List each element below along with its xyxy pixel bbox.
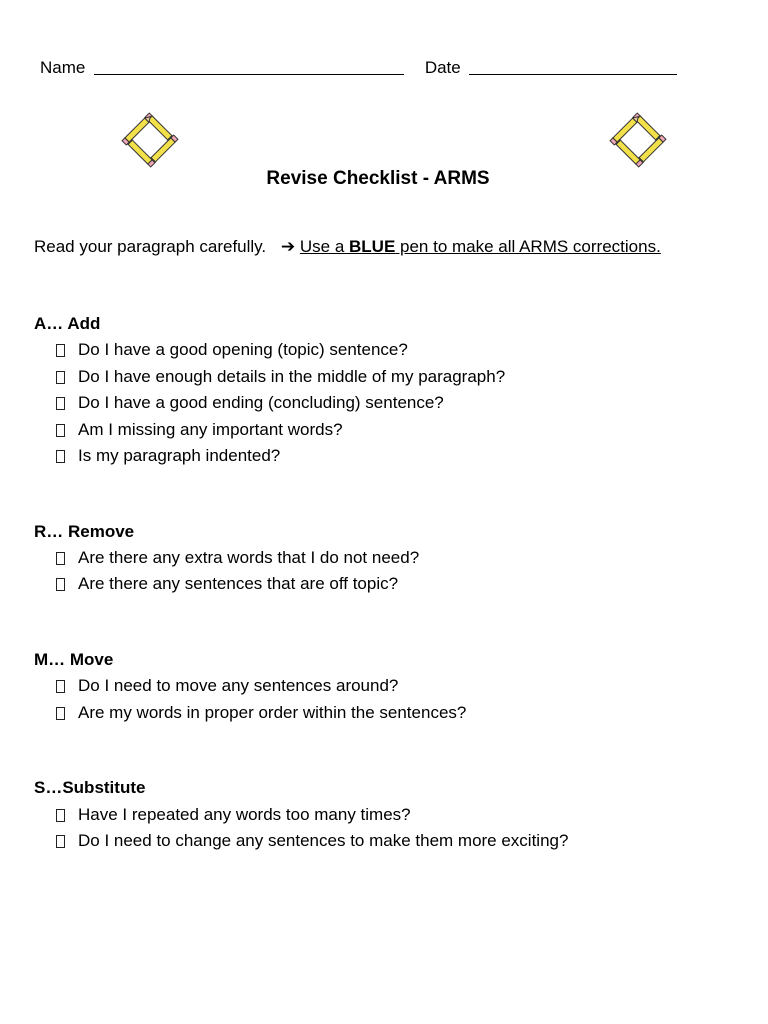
- checklist-item-text: Is my paragraph indented?: [78, 446, 281, 465]
- checklist-item[interactable]: [56, 574, 398, 594]
- date-label: Date: [424, 58, 461, 77]
- checkbox-icon[interactable]: [56, 371, 65, 384]
- checklist-item[interactable]: [56, 831, 568, 851]
- checkbox-icon[interactable]: [56, 680, 65, 693]
- checklist-item-text: Do I have enough details in the middle of my paragraph?: [78, 367, 506, 386]
- intro-text: Read your paragraph carefully.: [34, 237, 267, 256]
- checklist-item-text: Am I missing any important words?: [78, 420, 343, 439]
- header-line: [40, 58, 677, 78]
- pencil-diamond-icon: [121, 112, 179, 168]
- checklist-item[interactable]: [56, 703, 466, 723]
- checklist-item-text: Do I have a good ending (concluding) sentence?: [78, 393, 444, 412]
- checklist-item-text: Do I need to change any sentences to make them more exciting?: [78, 831, 569, 850]
- section-heading-move: M… Move: [34, 650, 114, 669]
- checklist-item-text: Do I have a good opening (topic) sentence?: [78, 340, 408, 359]
- checkbox-icon[interactable]: [56, 578, 65, 591]
- date-field[interactable]: [469, 58, 677, 75]
- checklist-item-text: Are there any extra words that I do not need?: [78, 548, 420, 567]
- pencil-diamond-icon: [609, 112, 667, 168]
- checklist-item[interactable]: [56, 393, 444, 413]
- checklist-item-text: Are there any sentences that are off topic?: [78, 574, 399, 593]
- checklist-item[interactable]: [56, 420, 343, 440]
- checklist-item[interactable]: [56, 548, 419, 568]
- checkbox-icon[interactable]: [56, 450, 65, 463]
- checklist-item-text: Do I need to move any sentences around?: [78, 676, 399, 695]
- checkbox-icon[interactable]: [56, 835, 65, 848]
- checkbox-icon[interactable]: [56, 424, 65, 437]
- instruction-suffix: pen to make all ARMS corrections.: [395, 237, 661, 256]
- section-heading-remove: R… Remove: [34, 522, 135, 541]
- page-title: Revise Checklist - ARMS: [266, 168, 490, 189]
- checklist-item[interactable]: [56, 676, 398, 696]
- instruction-bold: BLUE: [349, 237, 396, 256]
- checklist-item-text: Have I repeated any words too many times?: [78, 805, 411, 824]
- checklist-item[interactable]: [56, 367, 505, 387]
- section-heading-add: A… Add: [34, 314, 101, 333]
- intro-line: [34, 237, 661, 257]
- checklist-item[interactable]: [56, 340, 408, 360]
- intro-instruction: [300, 237, 661, 256]
- checkbox-icon[interactable]: [56, 809, 65, 822]
- checkbox-icon[interactable]: [56, 552, 65, 565]
- checkbox-icon[interactable]: [56, 707, 65, 720]
- section-heading-substitute: S…Substitute: [34, 778, 146, 797]
- checklist-item[interactable]: [56, 805, 411, 825]
- checkbox-icon[interactable]: [56, 344, 65, 357]
- checklist-item-text: Are my words in proper order within the sentences?: [78, 703, 467, 722]
- name-label: Name: [40, 58, 86, 77]
- name-field[interactable]: [94, 58, 404, 75]
- arrow-right-icon: ➔: [280, 237, 296, 256]
- instruction-prefix: Use a: [299, 237, 350, 256]
- checkbox-icon[interactable]: [56, 397, 65, 410]
- checklist-item[interactable]: [56, 446, 280, 466]
